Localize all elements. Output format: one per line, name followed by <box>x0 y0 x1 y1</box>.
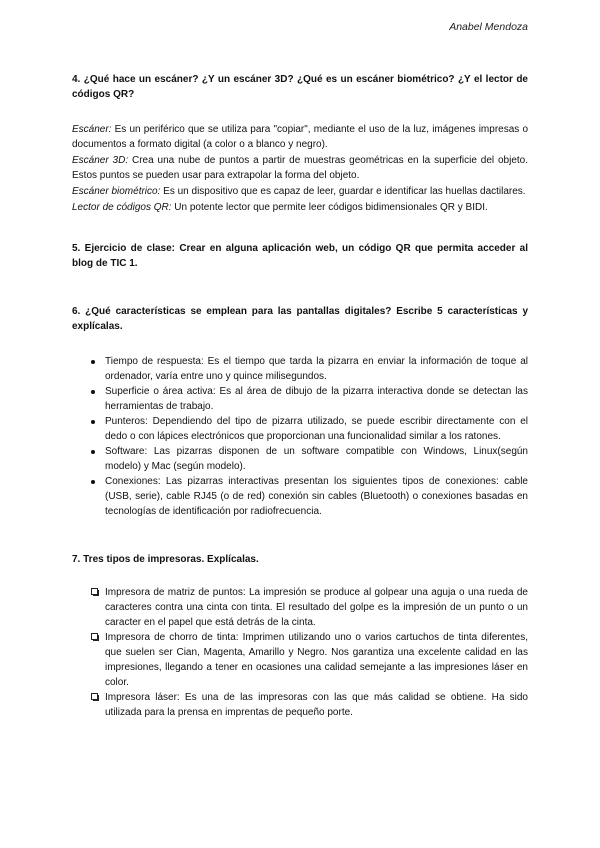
question-6-title: 6. ¿Qué características se emplean para las pantallas digitales? Escribe 5 características y explícalas. <box>72 306 528 332</box>
question-7-title: 7. Tres tipos de impresoras. Explícalas. <box>72 554 259 565</box>
document-body <box>72 72 528 720</box>
bullet-icon <box>91 390 95 394</box>
definition-text: Crea una nube de puntos a partir de muestras geométricas en la superficie del objeto. Estos puntos se pueden usar para extrapolar la forma del objeto. <box>72 155 529 181</box>
checkbox-bullet-icon <box>91 693 98 700</box>
definition-escaner-3d <box>72 153 528 183</box>
bullet-icon <box>91 450 95 454</box>
bullet-icon <box>91 480 95 484</box>
checkbox-bullet-icon <box>91 588 98 595</box>
list-item: Impresora de chorro de tinta: Imprimen utilizando uno o varios cartuchos de tinta diferentes, que suelen ser Cian, Magenta, Amarillo y Negro. Nos garantiza una excelente calidad en las impresiones, llegando a tener en ocasiones una calidad semejante a las impresiones láser en color. <box>91 630 528 690</box>
bullet-icon <box>91 420 95 424</box>
list-item: Impresora láser: Es una de las impresoras con las que más calidad se obtiene. Ha sido utilizada para la prensa en imprentas de pequeño porte. <box>91 690 528 720</box>
definition-text: Es un dispositivo que es capaz de leer, guardar e identificar las huellas dactilares. <box>160 186 526 197</box>
list-item: Punteros: Dependiendo del tipo de pizarra utilizado, se puede escribir directamente con el dedo o con lápices electrónicos que proporcionan una funcionalidad similar a los ratones. <box>91 414 528 444</box>
list-item: Tiempo de respuesta: Es el tiempo que tarda la pizarra en enviar la información de toque al ordenador, varía entre uno y quince milisegundos. <box>91 354 528 384</box>
definition-term: Lector de códigos QR: <box>72 202 172 213</box>
list-item: Conexiones: Las pizarras interactivas presentan los siguientes tipos de conexiones: cable (USB, serie), cable RJ45 (o de red) conexión sin cables (Bluetooth) o conexiones basadas en tecnologías de identificación por radiofrecuencia. <box>91 474 528 519</box>
question-5-title: 5. Ejercicio de clase: Crear en alguna aplicación web, un código QR que permita acceder al blog de TIC 1. <box>72 243 528 269</box>
question-6-list <box>72 354 528 519</box>
author-name: Anabel Mendoza <box>449 21 528 33</box>
definition-escaner-biometrico <box>72 184 528 199</box>
list-item: Impresora de matriz de puntos: La impresión se produce al golpear una aguja o una rueda de caracteres contra una cinta con tinta. El resultado del golpe es la impresión de un punto o un caracter en el papel que está detrás de la cinta. <box>91 585 528 630</box>
definition-text: Es un periférico que se utiliza para "copiar", mediante el uso de la luz, imágenes impresas o documentos a formato digital (a color o a blanco y negro). <box>72 124 528 150</box>
definition-escaner <box>72 122 528 152</box>
question-7-list <box>72 585 528 720</box>
list-item: Software: Las pizarras disponen de un software compatible con Windows, Linux(según modelo) y Mac (según modelo). <box>91 444 528 474</box>
bullet-icon <box>91 360 95 364</box>
checkbox-bullet-icon <box>91 633 98 640</box>
question-4-title: 4. ¿Qué hace un escáner? ¿Y un escáner 3D? ¿Qué es un escáner biométrico? ¿Y el lector de códigos QR? <box>72 74 528 100</box>
definition-lector-qr <box>72 200 528 215</box>
definition-term: Escáner: <box>72 124 112 135</box>
question-4-definitions <box>72 122 528 215</box>
definition-text: Un potente lector que permite leer códigos bidimensionales QR y BIDI. <box>171 202 488 213</box>
list-item: Superficie o área activa: Es al área de dibujo de la pizarra interactiva donde se detectan las herramientas de trabajo. <box>91 384 528 414</box>
definition-term: Escáner 3D: <box>72 155 129 166</box>
definition-term: Escáner biométrico: <box>72 186 161 197</box>
